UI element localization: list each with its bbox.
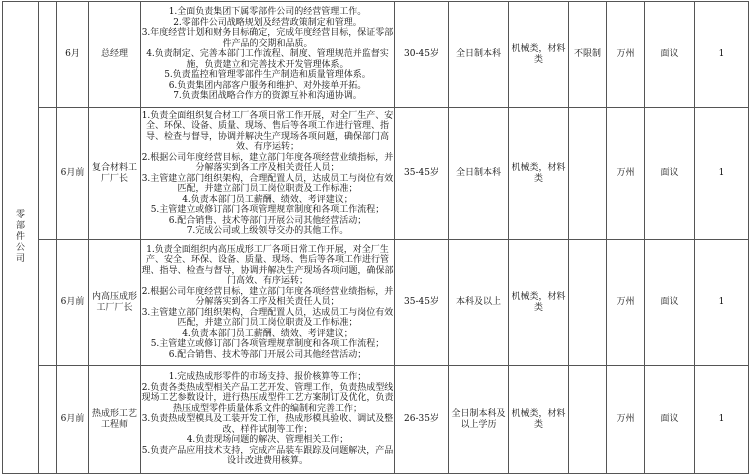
education-cell: 全日制本科 xyxy=(449,2,509,108)
major-cell: 机械类，材料类 xyxy=(509,108,569,240)
location-cell xyxy=(569,366,607,474)
major-cell: 机械类，材料类 xyxy=(509,2,569,108)
age-cell: 35-45岁 xyxy=(395,240,449,366)
age-cell: 35-45岁 xyxy=(395,108,449,240)
department-cell: 零部件公司 xyxy=(3,2,39,474)
count-cell: 1 xyxy=(695,108,749,240)
negotiable-cell: 面议 xyxy=(645,108,695,240)
major-cell: 机械类，材料类 xyxy=(509,240,569,366)
table-row xyxy=(3,240,749,366)
title-cell: 总经理 xyxy=(89,2,141,108)
education-cell: 本科及以上 xyxy=(449,240,509,366)
count-cell: 1 xyxy=(695,240,749,366)
salary-cell: 万州 xyxy=(607,366,645,474)
time-cell: 6月前 xyxy=(57,108,89,240)
title-cell: 内高压成形工厂厂长 xyxy=(89,240,141,366)
location-cell xyxy=(569,108,607,240)
time-cell: 6月 xyxy=(57,2,89,108)
duties-cell: 1.负责全面组织复合材工厂各项日常工作开展，对全厂生产、安全、环保、设备、质量、现场、售后等各项工作进行管理、指导、检查与督导，协调并解决生产现场各项问题，确保部门高效、有序运转； 2.根据公司年度经营目标，建立部门年度各项经营业绩指标，并分解落实到各工序及相关责任人员； 3.主管建立部门组织架构，合理配置人员，达成员工与岗位有效匹配，并建立部门员工岗位职责及工作标准； 4.负责本部门员工薪酬、绩效、考评建议； 5.主管建立或修订部门各项管理规章制度和各项工作流程； 6.配合销售、技术等部门开展公司其他经营活动； 7.完成公司或上级领导交办的其他工作。 xyxy=(141,108,395,240)
education-cell: 全日制本科 xyxy=(449,108,509,240)
spacer-cell xyxy=(39,366,57,474)
education-cell: 全日制本科及以上学历 xyxy=(449,366,509,474)
negotiable-cell: 面议 xyxy=(645,366,695,474)
spacer-cell xyxy=(39,240,57,366)
salary-cell: 万州 xyxy=(607,2,645,108)
table-row xyxy=(3,2,749,108)
salary-cell: 万州 xyxy=(607,108,645,240)
count-cell: 1 xyxy=(695,366,749,474)
negotiable-cell: 面议 xyxy=(645,240,695,366)
title-cell: 热成形工艺工程师 xyxy=(89,366,141,474)
duties-cell: 1.负责全面组织内高压成形工厂各项日常工作开展，对全厂生产、安全、环保、设备、质量、现场、售后等各项工作进行管理、指导、检查与督导，协调并解决生产现场各项问题，确保部门高效、有序运转； 2.根据公司年度经营目标，建立部门年度各项经营业绩指标，并分解落实到各工序及相关责任人员； 3.主管建立部门组织架构，合理配置人员，达成员工与岗位有效匹配，并建立部门员工岗位职责及工作标准； 4.负责本部门员工薪酬、绩效、考评建议； 5.主管建立或修订部门各项管理规章制度和各项工作流程； 6.配合销售、技术等部门开展公司其他经营活动； xyxy=(141,240,395,366)
location-cell xyxy=(569,240,607,366)
time-cell: 6月前 xyxy=(57,240,89,366)
table-row xyxy=(3,366,749,474)
duties-cell: 1.完成热成形零件的市场支持、报价核算等工作； 2.负责各类热成型相关产品工艺开发、管理工作，负责热成型线现场工艺参数设计，进行热压成型件工艺方案制订及优化，负责热压成型零件质量体系文件的编制和完善工作； 3.负责热成型模具及工装开发工作，热成形模具验收、调试及整改、样件试制等工作； 4.负责现场问题的解决、管理相关工作； 5.负责产品应用技术支持，完成产品装车跟踪及问题解决，产品设计改进费用核算。 xyxy=(141,366,395,474)
time-cell: 6月前 xyxy=(57,366,89,474)
salary-cell: 万州 xyxy=(607,240,645,366)
age-cell: 30-45岁 xyxy=(395,2,449,108)
job-table xyxy=(2,1,749,474)
count-cell: 1 xyxy=(695,2,749,108)
spacer-cell xyxy=(39,108,57,240)
duties-cell: 1.全面负责集团下属零部件公司的经营管理工作。 2.零部件公司战略规划及经营政策制定和管理。 3.年度经营计划和财务目标确定，完成年度经营目标，保证零部件产品的交期和品质。 4.负责制定、完善本部门工作流程、制度、管理规范并监督实施，负责建立和完善技术开发管理体系。 5.负责监控和管理零部件生产制造和质量管理体系。 6.负责集团内部客户服务和维护、对外接单开拓。 7.负责集团战略合作方的资源互补和沟通协调。 xyxy=(141,2,395,108)
table-row xyxy=(3,108,749,240)
title-cell: 复合材料工厂厂长 xyxy=(89,108,141,240)
age-cell: 26-35岁 xyxy=(395,366,449,474)
spacer-cell xyxy=(39,2,57,108)
major-cell: 机械类，材料类 xyxy=(509,366,569,474)
location-cell: 不限制 xyxy=(569,2,607,108)
negotiable-cell: 面议 xyxy=(645,2,695,108)
